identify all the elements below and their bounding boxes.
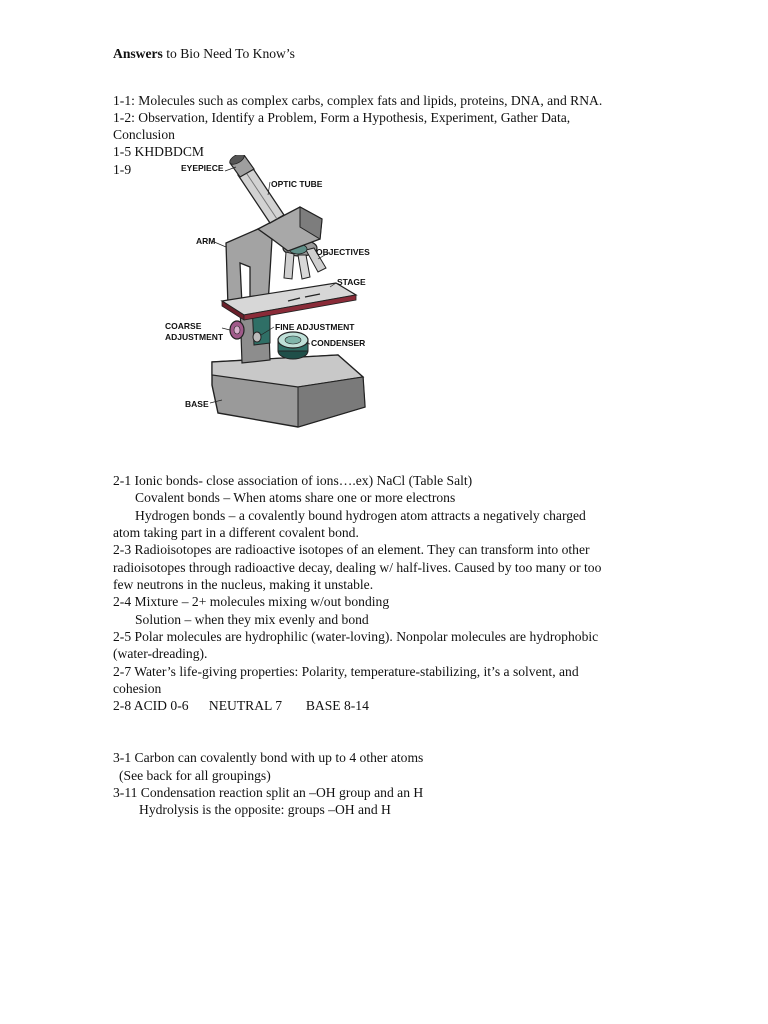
label-objectives: OBJECTIVES: [316, 247, 370, 257]
answer-2-1-covalent: Covalent bonds – When atoms share one or more electrons: [135, 490, 456, 505]
answer-1-1: 1-1: Molecules such as complex carbs, complex fats and lipids, proteins, DNA, and RNA.: [113, 93, 603, 108]
fine-adjustment-knob: [253, 332, 261, 342]
label-base: BASE: [185, 399, 209, 409]
title-rest: to Bio Need To Know’s: [162, 46, 295, 61]
answer-2-1-hydrogen-cont: atom taking part in a different covalent bond.: [113, 525, 359, 540]
answer-3-11-condensation: 3-11 Condensation reaction split an –OH group and an H: [113, 785, 424, 800]
page-title: [113, 45, 295, 62]
answer-2-5-line2: (water-dreading).: [113, 646, 208, 661]
label-arm: ARM: [196, 236, 216, 246]
label-coarse-line2: ADJUSTMENT: [165, 332, 224, 342]
answer-2-5-line1: 2-5 Polar molecules are hydrophilic (water-loving). Nonpolar molecules are hydrophobic: [113, 629, 599, 644]
microscope-base: [212, 355, 365, 427]
coarse-adjustment-knob: [230, 321, 244, 339]
answer-2-1-ionic: 2-1 Ionic bonds- close association of ions….ex) NaCl (Table Salt): [113, 473, 473, 488]
answer-3-1: 3-1 Carbon can covalently bond with up to 4 other atoms: [113, 750, 424, 765]
answer-2-3-line3: few neutrons in the nucleus, making it unstable.: [113, 577, 374, 592]
answer-1-2-line2: Conclusion: [113, 127, 175, 142]
answer-2-7-line1: 2-7 Water’s life-giving properties: Polarity, temperature-stabilizing, it’s a solvent, and: [113, 664, 579, 679]
label-fine-adjustment: FINE ADJUSTMENT: [275, 322, 355, 332]
condenser: [278, 332, 308, 359]
microscope-stage: [222, 283, 356, 320]
answer-2-3-line2: radioisotopes through radioactive decay, dealing w/ half-lives. Caused by too many or too: [113, 560, 602, 575]
microscope-diagram: [160, 155, 375, 435]
label-stage: STAGE: [337, 277, 366, 287]
answer-1-9: 1-9: [113, 162, 132, 177]
answer-2-4-mixture: 2-4 Mixture – 2+ molecules mixing w/out bonding: [113, 594, 390, 609]
title-bold: Answers: [113, 46, 163, 61]
answer-2-4-solution: Solution – when they mix evenly and bond: [135, 612, 369, 627]
optic-tube: [238, 167, 284, 223]
answer-1-2-line1: 1-2: Observation, Identify a Problem, Form a Hypothesis, Experiment, Gather Data,: [113, 110, 571, 125]
answer-2-3-line1: 2-3 Radioisotopes are radioactive isotopes of an element. They can transform into other: [113, 542, 590, 557]
answer-3-11-hydrolysis: Hydrolysis is the opposite: groups –OH and H: [139, 802, 391, 817]
label-optic-tube: OPTIC TUBE: [271, 179, 323, 189]
answer-2-8: 2-8 ACID 0-6 NEUTRAL 7 BASE 8-14: [113, 698, 369, 713]
label-coarse-line1: COARSE: [165, 321, 202, 331]
label-condenser: CONDENSER: [311, 338, 366, 348]
answer-2-7-line2: cohesion: [113, 681, 162, 696]
answer-3-1-note: (See back for all groupings): [119, 768, 271, 783]
answer-1-5: 1-5 KHDBDCM: [113, 144, 205, 159]
answer-2-1-hydrogen: Hydrogen bonds – a covalently bound hydrogen atom attracts a negatively charged: [135, 508, 586, 523]
label-eyepiece: EYEPIECE: [181, 163, 224, 173]
